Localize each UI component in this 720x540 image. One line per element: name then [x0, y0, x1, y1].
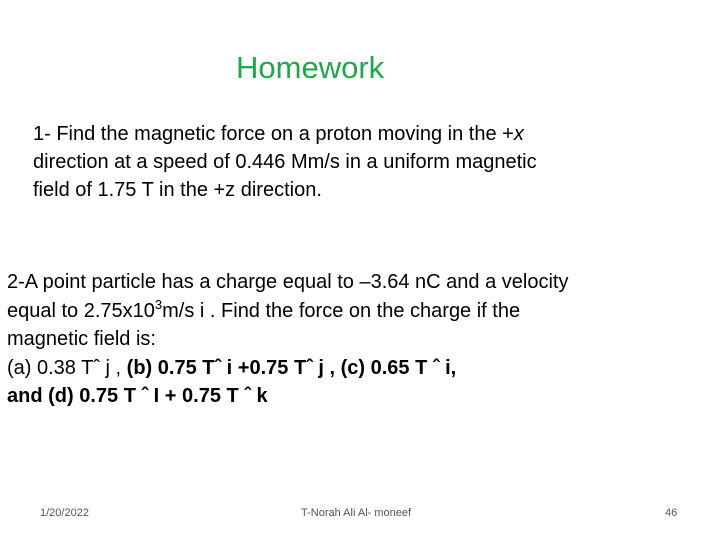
- question-2-line-4: [7, 354, 707, 383]
- question-1-line-1-text: 1- Find the magnetic force on a proton moving in the +: [33, 123, 514, 145]
- footer-date: 1/20/2022: [40, 507, 89, 519]
- question-1: [33, 120, 683, 204]
- question-2-line-2-pre: equal to 2.75x10: [7, 299, 155, 322]
- question-1-line-1: [33, 120, 683, 148]
- question-2-line-1: 2-A point particle has a charge equal to –3.64 nC and a velocity: [7, 271, 569, 293]
- question-2: [7, 268, 707, 411]
- footer-author: T-Norah Ali Al- moneef: [301, 507, 412, 519]
- slide-title: Homework: [236, 50, 385, 85]
- question-2-parts-b-c: (b) 0.75 Tˆ i +0.75 Tˆ j , (c) 0.65 T ˆ i,: [126, 356, 457, 379]
- question-1-line-3: field of 1.75 T in the +z direction.: [33, 179, 322, 201]
- question-2-line-5: and (d) 0.75 T ˆ I + 0.75 T ˆ k: [7, 385, 268, 407]
- question-2-exponent: 3: [154, 296, 163, 312]
- question-2-line-2: [7, 297, 707, 326]
- question-1-line-2: direction at a speed of 0.446 Mm/s in a uniform magnetic: [33, 151, 537, 173]
- question-2-line-2-post: m/s i . Find the force on the charge if the: [162, 299, 521, 322]
- question-2-part-a: (a) 0.38 Tˆ j ,: [7, 356, 127, 379]
- question-2-line-3: magnetic field is:: [7, 328, 156, 350]
- footer-page-number: 46: [665, 507, 678, 519]
- question-1-x-variable: x: [513, 123, 524, 145]
